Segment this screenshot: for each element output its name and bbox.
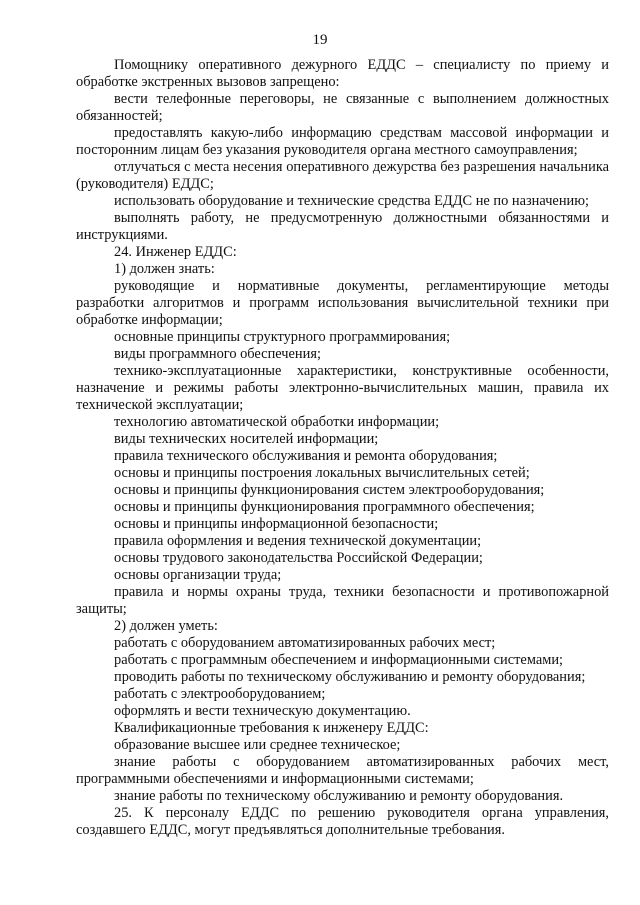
paragraph: работать с электрооборудованием;	[114, 686, 326, 702]
paragraph: технико-эксплуатационные характеристики, конструктивные особенности, назначение и режимы работы электронно-вычислительных машин, правила их технической эксплуатации;	[76, 363, 609, 413]
paragraph: образование высшее или среднее техническое;	[114, 737, 401, 753]
paragraph: виды технических носителей информации;	[114, 431, 379, 447]
paragraph: основы и принципы функционирования программного обеспечения;	[114, 499, 535, 515]
paragraph: основы трудового законодательства Российской Федерации;	[114, 550, 483, 566]
paragraph: использовать оборудование и технические средства ЕДДС не по назначению;	[114, 193, 589, 209]
paragraph: проводить работы по техническому обслуживанию и ремонту оборудования;	[114, 669, 586, 685]
paragraph: работать с оборудованием автоматизированных рабочих мест;	[114, 635, 496, 651]
page-number: 19	[312, 32, 328, 48]
paragraph: основы и принципы функционирования систем электрооборудования;	[114, 482, 545, 498]
paragraph: знание работы с оборудованием автоматизированных рабочих мест, программными обеспечениями и информационными системами;	[76, 754, 609, 787]
paragraph: предоставлять какую-либо информацию средствам массовой информации и посторонним лицам без указания руководителя органа местного самоуправления;	[76, 125, 609, 158]
paragraph: основы и принципы информационной безопасности;	[114, 516, 439, 532]
subsection-heading: Квалификационные требования к инженеру ЕДДС:	[114, 720, 429, 736]
paragraph: правила технического обслуживания и ремонта оборудования;	[114, 448, 498, 464]
paragraph: основы организации труда;	[114, 567, 282, 583]
paragraph: технологию автоматической обработки информации;	[114, 414, 440, 430]
paragraph: виды программного обеспечения;	[114, 346, 321, 362]
paragraph: знание работы по техническому обслуживанию и ремонту оборудования.	[114, 788, 564, 804]
paragraph: отлучаться с места несения оперативного дежурства без разрешения начальника (руководителя) ЕДДС;	[76, 159, 609, 192]
paragraph: правила оформления и ведения технической документации;	[114, 533, 482, 549]
subsection-heading: 1) должен знать:	[114, 261, 215, 277]
paragraph: основы и принципы построения локальных вычислительных сетей;	[114, 465, 530, 481]
paragraph: оформлять и вести техническую документацию.	[114, 703, 411, 719]
paragraph: работать с программным обеспечением и информационными системами;	[114, 652, 564, 668]
section-heading: 25. К персоналу ЕДДС по решению руководителя органа управления, создавшего ЕДДС, могут предъявляться дополнительные требования.	[76, 805, 609, 838]
subsection-heading: 2) должен уметь:	[114, 618, 218, 634]
document-body	[76, 57, 609, 839]
paragraph: Помощнику оперативного дежурного ЕДДС – специалисту по приему и обработке экстренных вызовов запрещено:	[76, 57, 609, 90]
section-heading: 24. Инженер ЕДДС:	[114, 244, 237, 260]
paragraph: выполнять работу, не предусмотренную должностными обязанностями и инструкциями.	[76, 210, 609, 243]
paragraph: правила и нормы охраны труда, техники безопасности и противопожарной защиты;	[76, 584, 609, 617]
paragraph: руководящие и нормативные документы, регламентирующие методы разработки алгоритмов и программ использования вычислительной техники при обработке информации;	[76, 278, 609, 328]
paragraph: вести телефонные переговоры, не связанные с выполнением должностных обязанностей;	[76, 91, 609, 124]
paragraph: основные принципы структурного программирования;	[114, 329, 451, 345]
